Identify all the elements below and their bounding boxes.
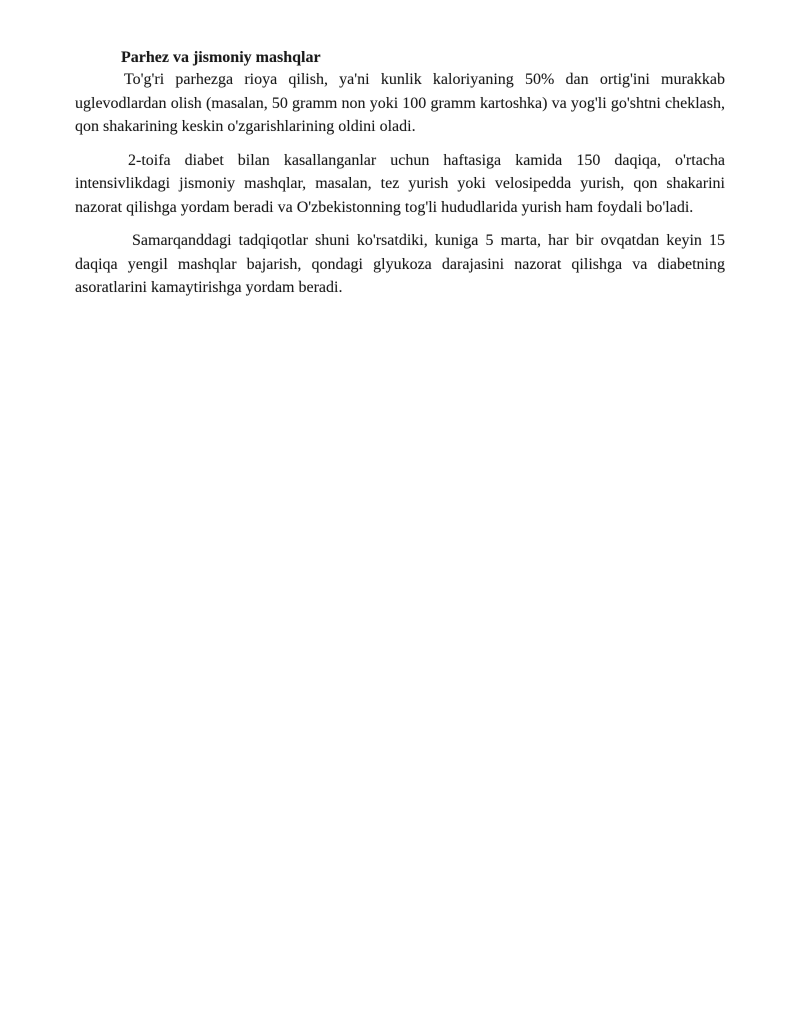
document-body <box>75 48 725 310</box>
section-heading: Parhez va jismoniy mashqlar <box>121 49 321 66</box>
paragraph-research: Samarqanddagi tadqiqotlar shuni ko'rsatdiki, kuniga 5 marta, har bir ovqatdan keyin 15 daqiqa yengil mashqlar bajarish, qondagi glyukoza darajasini nazorat qilishga va diabetning asoratlarini kamaytirishga yordam beradi. <box>75 232 725 296</box>
paragraph-exercise: 2-toifa diabet bilan kasallanganlar uchun haftasiga kamida 150 daqiqa, o'rtacha intensivlikdagi jismoniy mashqlar, masalan, tez yurish yoki velosipedda yurish, qon shakarini nazorat qilishga yordam beradi va O'zbekistonning tog'li hududlarida yurish ham foydali bo'ladi. <box>75 151 725 216</box>
paragraph-diet: To'g'ri parhezga rioya qilish, ya'ni kunlik kaloriyaning 50% dan ortig'ini murakkab uglevodlardan olish (masalan, 50 gramm non yoki 100 gramm kartoshka) va yog'li go'shtni cheklash, qon shakarining keskin o'zgarishlarining oldini oladi. <box>75 71 725 135</box>
